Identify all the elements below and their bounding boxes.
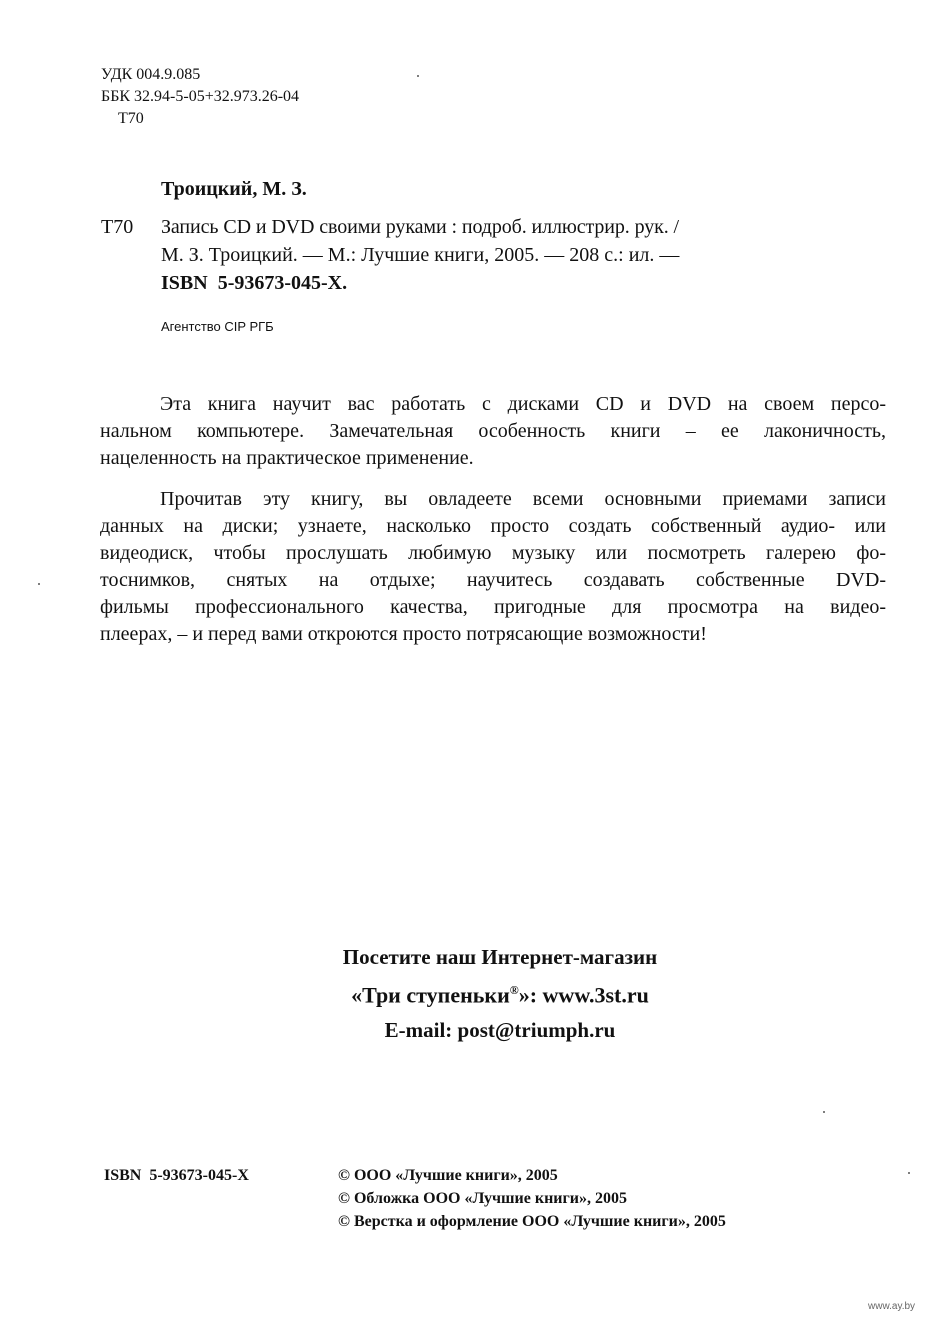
scan-speck [417,75,419,77]
annotation-paragraph-2 [100,486,886,648]
promo-shop-name: «Три ступеньки [351,982,510,1008]
copyright-cover: © Обложка ООО «Лучшие книги», 2005 [338,1190,628,1207]
promo-email: E-mail: post@triumph.ru [384,1018,616,1042]
scan-speck [823,1111,825,1113]
annotation-line: нальном компьютере. Замечательная особенность книги – ее лаконичность, [100,420,886,442]
annotation-line: нацеленность на практическое применение. [100,447,474,469]
footer-isbn: ISBN 5-93673-045-X [104,1167,249,1184]
annotation-line: фильмы профессионального качества, пригодные для просмотра на видео- [100,596,886,618]
annotation-line: данных на диски; узнаете, насколько просто создать собственный аудио- или [100,515,886,537]
annotation-paragraph-1 [100,391,886,472]
record-author: Троицкий, М. З. [161,178,307,200]
promo-shop-line: Посетите наш Интернет-магазин [342,945,658,969]
promo-site-url: »: www.3st.ru [518,982,649,1008]
scan-speck [908,1172,910,1174]
copyright-publisher: © ООО «Лучшие книги», 2005 [338,1167,558,1184]
cip-agency: Агентство CIP РГБ [161,319,274,334]
bbk-code: ББК 32.94-5-05+32.973.26-04 [101,88,300,105]
annotation-line: тоснимков, снятых на отдыхе; научитесь создавать собственные DVD- [100,569,886,591]
annotation-line: плеерах, – и перед вами откроются просто потрясающие возможности! [100,623,707,645]
record-line-1: Запись CD и DVD своими руками : подроб. иллюстрир. рук. / [161,216,680,238]
annotation-line: Эта книга научит вас работать с дисками CD и DVD на своем персо- [160,393,886,415]
record-isbn: ISBN 5-93673-045-X. [161,272,348,294]
record-code: Т70 [101,216,134,238]
author-sign-code: Т70 [118,110,144,127]
copyright-layout: © Верстка и оформление ООО «Лучшие книги», 2005 [338,1213,726,1230]
udk-code: УДК 004.9.085 [101,66,201,83]
scan-speck [38,583,40,585]
record-line-2: М. З. Троицкий. — М.: Лучшие книги, 2005. — 208 с.: ил. — [161,244,680,266]
watermark: www.ay.by [868,1301,916,1312]
annotation-line: видеодиск, чтобы прослушать любимую музыку или посмотреть галерею фо- [100,542,886,564]
annotation-line: Прочитав эту книгу, вы овладеете всеми основными приемами записи [160,488,886,510]
promo-site-line [0,975,935,1010]
registered-mark: ® [509,983,519,997]
